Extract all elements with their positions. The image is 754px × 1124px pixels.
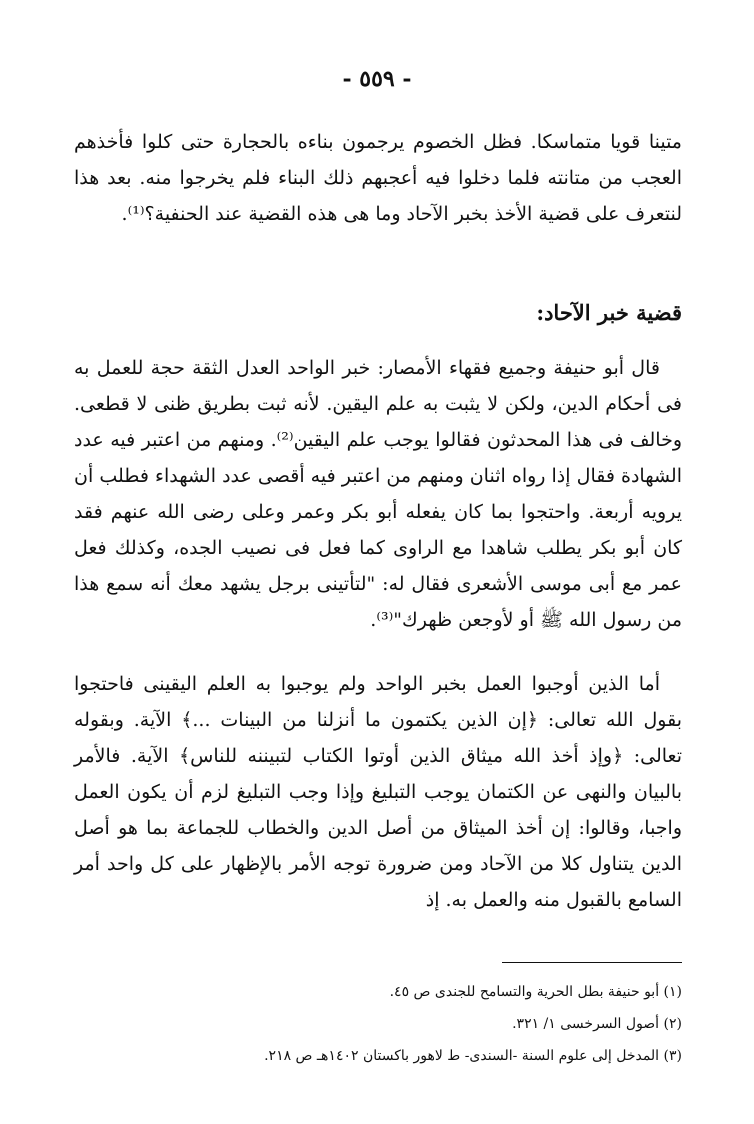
body-paragraph: أما الذين أوجبوا العمل بخبر الواحد ولم يوجبوا به العلم اليقينى فاحتجوا بقول الله تعالى: ﴿إن الذين يكتمون ما أنزلنا من البينات ...﴾ الآية. وبقوله تعالى: ﴿وإذ أخذ الله ميثاق الذين أوتوا الكتاب لتبيننه للناس﴾ الآية. فالأمر بالبيان والنهى عن الكتمان يوجب التبليغ وإذا وجب التبليغ لزم أن يكون العمل واجبا، وقالوا: إن أخذ الميثاق من أصل الدين والخطاب للجماعة بما هو أصل الدين يتناول كلا من الآحاد ومن ضرورة توجه الأمر بالإظهار على كل واحد أمر السامع بالقبول منه والعمل به. إذ [74, 673, 682, 911]
footnote-item: (١) أبو حنيفة بطل الحرية والتسامح للجندى ص ٤٥. [389, 984, 682, 1000]
intro-paragraph: متينا قويا متماسكا. فظل الخصوم يرجمون بناءه بالحجارة حتى كلوا فأخذهم العجب من متانته فلما دخلوا فيه أعجبهم ذلك البناء فلم يخرجوا منه. بعد هذا لنتعرف على قضية الأخذ بخبر الآحاد وما هى هذه القضية عند الحنفية؟⁽¹⁾. [74, 131, 682, 225]
footnotes [74, 976, 682, 1072]
section-heading: قضية خبر الآحاد: [536, 300, 682, 325]
footnote-divider [502, 962, 682, 963]
paragraph-block-1 [74, 350, 682, 638]
page-number: - ٥٥٩ - [342, 66, 412, 92]
intro-paragraph-block [74, 124, 682, 232]
body-paragraph: قال أبو حنيفة وجميع فقهاء الأمصار: خبر الواحد العدل الثقة حجة للعمل به فى أحكام الدين، ولكن لا يثبت به علم اليقين. لأنه ثبت بطريق ظنى لا قطعى. وخالف فى هذا المحدثون فقالوا يوجب علم اليقين⁽²⁾. ومنهم من اعتبر فيه عدد الشهادة فقال إذا رواه اثنان ومنهم من اعتبر فيه أقصى عدد الشهداء فطلب أن يرويه أربعة. واحتجوا بما كان يفعله أبو بكر وعمر وعلى رضى الله عنهم فقد كان أبو بكر يطلب شاهدا مع الراوى كما فعل فى نصيب الجده، وكذلك فعل عمر مع أبى موسى الأشعرى فقال له: "لتأتينى برجل يشهد معك أنه سمع هذا من رسول الله ﷺ أو لأوجعن ظهرك"⁽³⁾. [74, 357, 683, 631]
paragraph-block-2 [74, 666, 682, 918]
footnote-item: (٢) أصول السرخسى ١/ ٣٢١. [512, 1016, 682, 1032]
footnote-item: (٣) المدخل إلى علوم السنة -السندى- ط لاهور باكستان ١٤٠٢هـ ص ٢١٨. [264, 1048, 682, 1064]
